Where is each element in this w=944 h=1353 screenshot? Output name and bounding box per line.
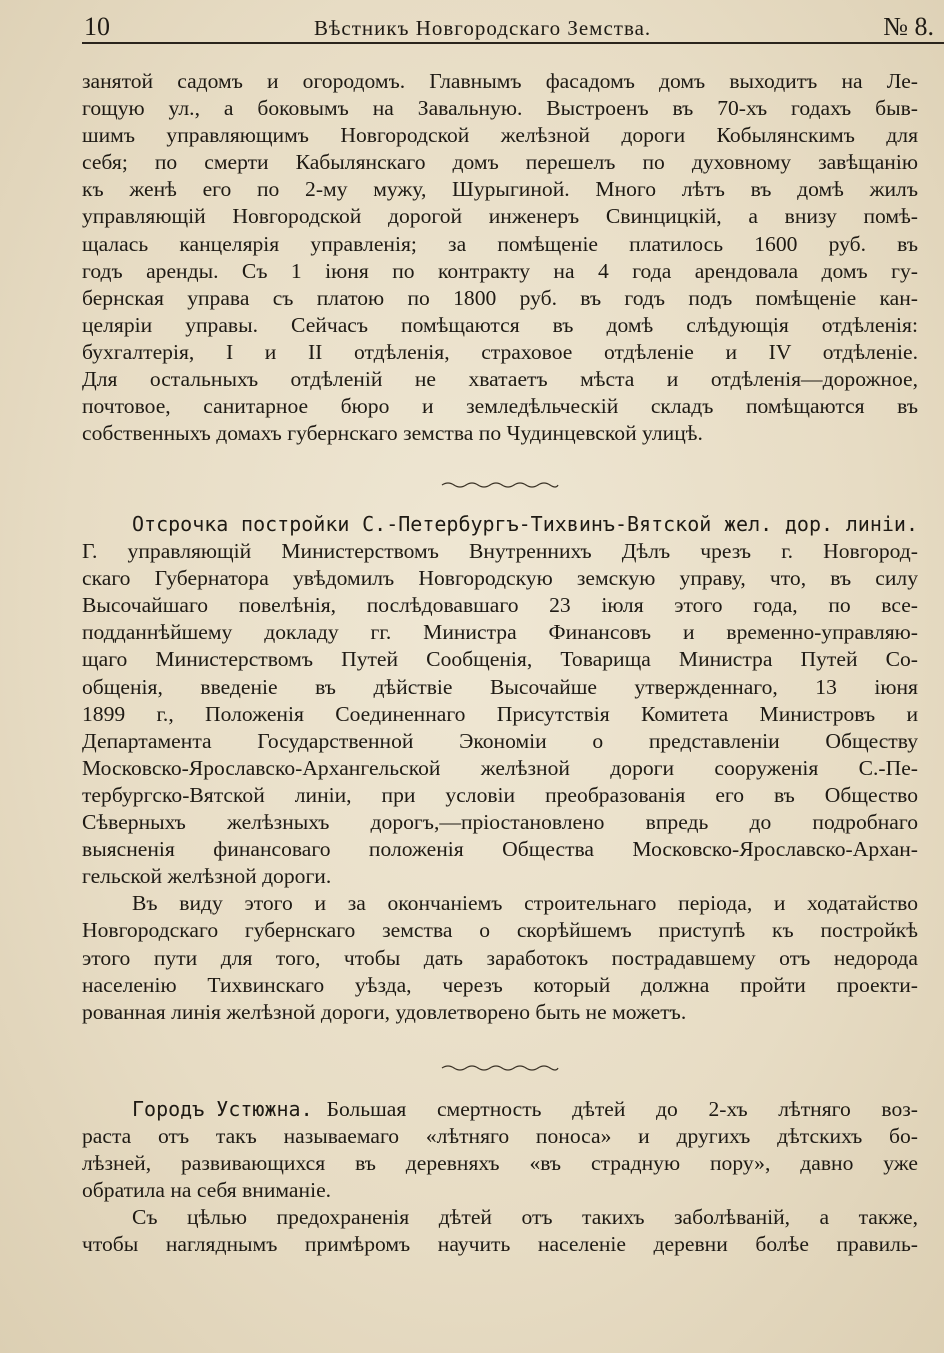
text-line: бернская управа съ платою по 1800 руб. въ годъ подъ помѣщеніе кан- — [82, 285, 918, 310]
section-divider-ornament — [440, 480, 560, 490]
text-line: гощую ул., а боковымъ на Завальную. Выстроенъ въ 70-хъ годахъ быв- — [82, 96, 918, 121]
text-line: гельской желѣзной дороги. — [82, 864, 332, 889]
text-line: къ женѣ его по 2-му мужу, Шурыгиной. Много лѣтъ въ домѣ жилъ — [82, 177, 918, 202]
text-line: Высочайшаго повелѣнія, послѣдовавшаго 23 іюля этого года, по все- — [82, 593, 918, 618]
text-line: обратила на себя вниманіе. — [82, 1178, 332, 1203]
text-line: занятой садомъ и огородомъ. Главнымъ фасадомъ домъ выходитъ на Ле- — [82, 69, 918, 93]
section-first-line — [82, 1096, 918, 1123]
text-line: лѣзней, развивающихся въ деревняхъ «въ страдную пору», давно уже — [82, 1151, 918, 1176]
text-line: себя; по смерти Кабылянскаго домъ перешелъ по духовному завѣщанію — [82, 150, 918, 175]
text-line: подданнѣйшему докладу гг. Министра Финансовъ и временно-управляю- — [82, 620, 918, 645]
text-line: скаго Губернатора увѣдомилъ Новгородскую земскую управу, что, въ силу — [82, 566, 918, 591]
section-ustyuzhna — [82, 1096, 918, 1259]
text-line: Большая смертность дѣтей до 2-хъ лѣтняго воз- — [326, 1097, 918, 1121]
text-line: Въ виду этого и за окончаніемъ строительнаго періода, и ходатайство — [132, 891, 918, 916]
text-line: 1899 г., Положенія Соединеннаго Присутствія Комитета Министровъ и — [82, 701, 918, 726]
text-line: Сѣверныхъ желѣзныхъ дорогъ,—пріостановлено впредь до подробнаго — [82, 810, 918, 835]
text-line: общенія, введеніе въ дѣйствіе Высочайше утвержденнаго, 13 іюня — [82, 674, 918, 699]
text-line: собственныхъ домахъ губернскаго земства по Чудинцевской улицѣ. — [82, 421, 703, 446]
text-line: годъ аренды. Съ 1 іюня по контракту на 4 года арендовала домъ гу- — [82, 258, 918, 283]
running-header — [82, 10, 944, 44]
text-line: Департамента Государственной Экономіи о представленіи Обществу — [82, 728, 918, 753]
journal-title: Вѣстникъ Новгородскаго Земства. — [314, 16, 652, 40]
text-line: Г. управляющій Министерствомъ Внутреннихъ Дѣлъ чрезъ г. Новгород- — [82, 539, 918, 564]
text-line: бухгалтерія, I и II отдѣленія, страховое отдѣленіе и IV отдѣленіе. — [82, 339, 918, 364]
text-line: населенію Тихвинскаго уѣзда, черезъ который должна пройти проекти- — [82, 972, 918, 997]
text-line: раста отъ такъ называемаго «лѣтняго поноса» и другихъ дѣтскихъ бо- — [82, 1124, 918, 1149]
text-line: рованная линія желѣзной дороги, удовлетворено быть не можетъ. — [82, 999, 687, 1024]
page-number: 10 — [84, 12, 110, 41]
section-heading: Городъ Устюжна. — [132, 1097, 313, 1121]
section-divider-ornament — [440, 1063, 560, 1073]
text-line: целяріи управы. Сейчасъ помѣщаются въ домѣ слѣдующія отдѣленія: — [82, 312, 918, 337]
section-railway-postponement — [82, 511, 918, 1026]
text-line: чтобы нагляднымъ примѣромъ научить населеніе деревни болѣе правиль- — [82, 1232, 918, 1257]
text-line: Съ цѣлью предохраненія дѣтей отъ такихъ заболѣваній, а также, — [132, 1205, 918, 1230]
text-line: Московско-Ярославско-Архангельской желѣзной дороги сооруженія С.-Пе- — [82, 755, 918, 780]
section-heading: Отсрочка постройки С.-Петербургъ-Тихвинъ-Вятской жел. дор. линіи. — [132, 512, 918, 536]
text-line: щаго Министерствомъ Путей Сообщенія, Товарища Министра Путей Со- — [82, 647, 918, 672]
issue-number: № 8. — [883, 12, 934, 41]
text-line: почтовое, санитарное бюро и земледѣльческій складъ помѣщаются въ — [82, 394, 918, 419]
text-line: щалась канцелярія управленія; за помѣщеніе платилось 1600 руб. въ — [82, 231, 918, 256]
text-line: выясненія финансоваго положенія Общества Московско-Ярославско-Архан- — [82, 837, 918, 862]
text-line: Новгородскаго губернскаго земства о скорѣйшемъ приступѣ къ постройкѣ — [82, 918, 918, 943]
text-line: управляющій Новгородской дорогой инженеръ Свинцицкій, а внизу помѣ- — [82, 204, 918, 229]
section-house-description — [82, 68, 918, 447]
text-line: шимъ управляющимъ Новгородской желѣзной дороги Кобылянскимъ для — [82, 123, 918, 148]
text-line: тербургско-Вятской линіи, при условіи преобразованія его въ Общество — [82, 782, 918, 807]
text-line: Для остальныхъ отдѣленій не хватаетъ мѣста и отдѣленія—дорожное, — [82, 367, 918, 392]
text-line: этого пути для того, чтобы дать заработокъ пострадавшему отъ недорода — [82, 945, 918, 970]
